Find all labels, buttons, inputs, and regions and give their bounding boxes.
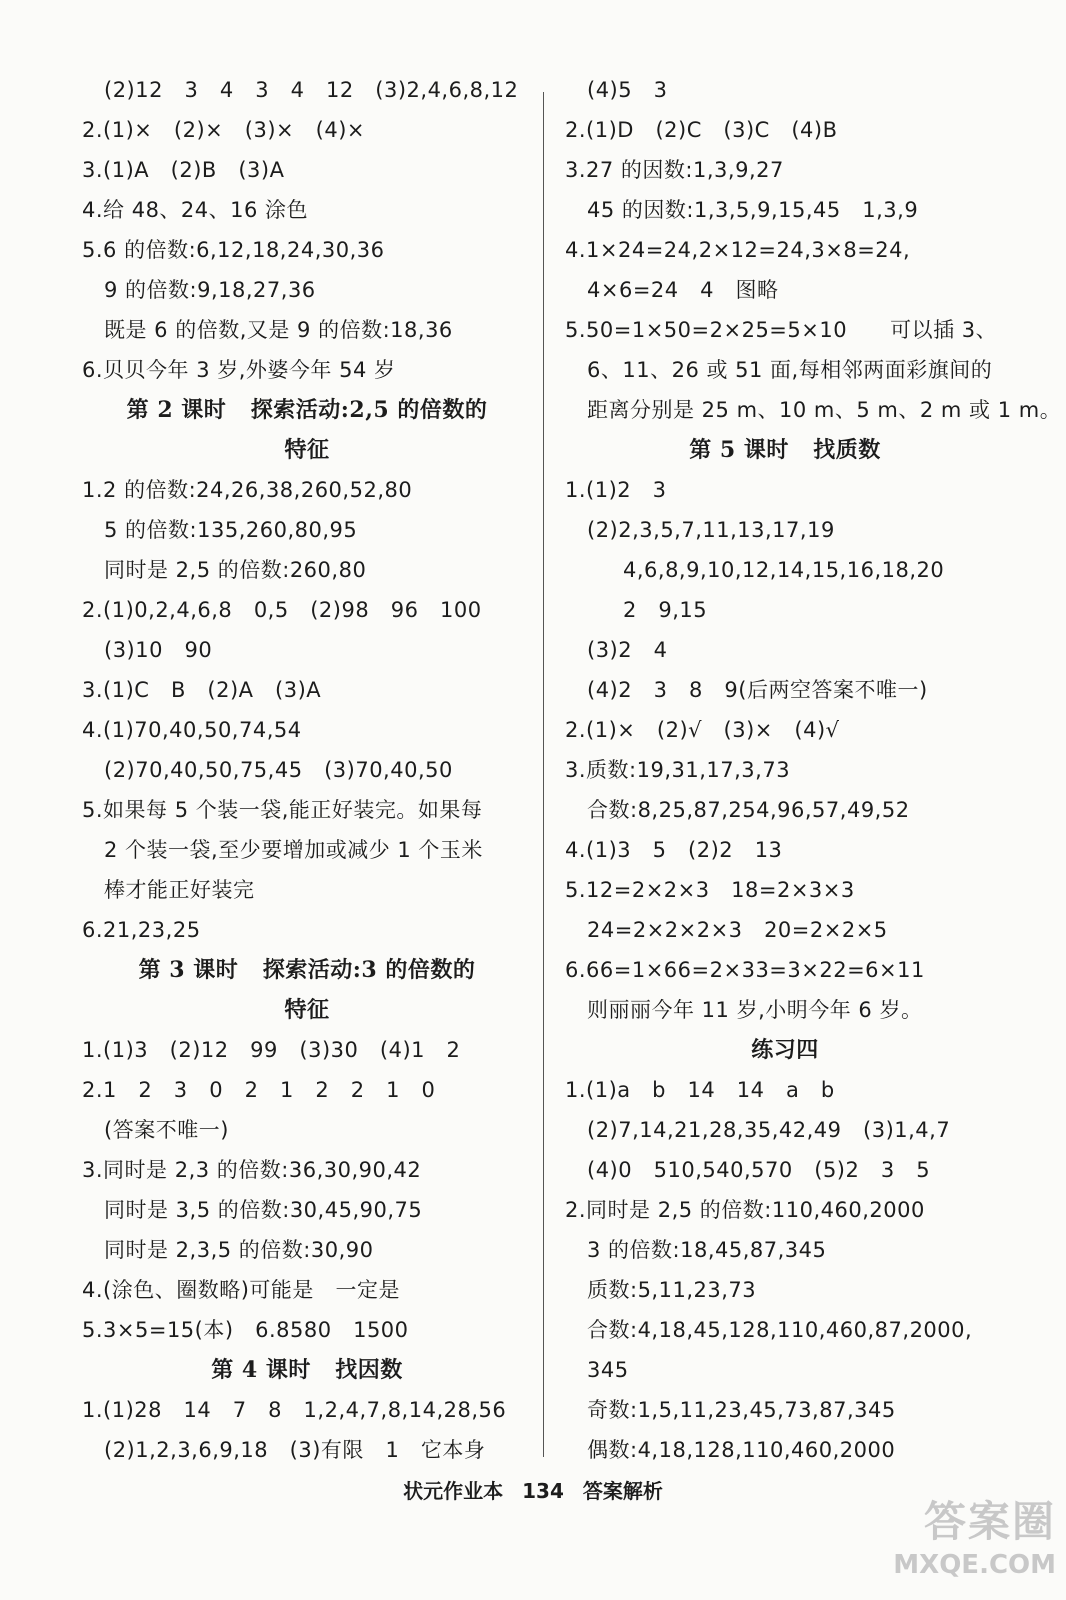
answer-line: 2.1 2 3 0 2 1 2 2 1 0 bbox=[82, 1078, 436, 1102]
left-column bbox=[82, 70, 532, 1470]
answer-line: 6.贝贝今年 3 岁,外婆今年 54 岁 bbox=[82, 358, 396, 382]
answer-line: 4.(1)3 5 (2)2 13 bbox=[565, 838, 783, 862]
answer-line: 5.50=1×50=2×25=5×10 可以插 3、 bbox=[565, 318, 998, 342]
answer-line: 5.3×5=15(本) 6.8580 1500 bbox=[82, 1318, 409, 1342]
section-heading: 特征 bbox=[284, 437, 330, 463]
section-heading: 第 5 课时 找质数 bbox=[689, 437, 881, 463]
answer-line: 6.66=1×66=2×33=3×22=6×11 bbox=[565, 958, 925, 982]
watermark-text: 答案圈 bbox=[923, 1497, 1056, 1546]
answer-line: 5 的倍数:135,260,80,95 bbox=[104, 518, 358, 542]
answer-line: 5.6 的倍数:6,12,18,24,30,36 bbox=[82, 238, 385, 262]
answer-line: 4.给 48、24、16 涂色 bbox=[82, 198, 309, 222]
column-divider bbox=[543, 92, 544, 1457]
answer-line: (4)2 3 8 9(后两空答案不唯一) bbox=[587, 678, 928, 702]
answer-line: 5.如果每 5 个装一袋,能正好装完。如果每 bbox=[82, 798, 483, 822]
answer-line: 4.1×24=24,2×12=24,3×8=24, bbox=[565, 238, 911, 262]
answer-line: 1.(1)2 3 bbox=[565, 478, 667, 502]
answer-line: 1.(1)28 14 7 8 1,2,4,7,8,14,28,56 bbox=[82, 1398, 507, 1422]
section-heading: 特征 bbox=[284, 997, 330, 1023]
watermark-logo bbox=[881, 1494, 1056, 1594]
footer-book-title: 状元作业本 bbox=[403, 1479, 504, 1503]
answer-line: (2)70,40,50,75,45 (3)70,40,50 bbox=[104, 758, 453, 782]
answer-line: 同时是 2,3,5 的倍数:30,90 bbox=[104, 1238, 374, 1262]
answer-line: 合数:4,18,45,128,110,460,87,2000, bbox=[587, 1318, 973, 1342]
answer-line: 2.同时是 2,5 的倍数:110,460,2000 bbox=[565, 1198, 925, 1222]
answer-line: 偶数:4,18,128,110,460,2000 bbox=[587, 1438, 896, 1462]
answer-line: 同时是 2,5 的倍数:260,80 bbox=[104, 558, 367, 582]
answer-line: (2)1,2,3,6,9,18 (3)有限 1 它本身 bbox=[104, 1438, 486, 1462]
answer-line: (答案不唯一) bbox=[104, 1118, 229, 1142]
answer-line: 4.(1)70,40,50,74,54 bbox=[82, 718, 302, 742]
answer-line: 1.2 的倍数:24,26,38,260,52,80 bbox=[82, 478, 413, 502]
answer-line: 则丽丽今年 11 岁,小明今年 6 岁。 bbox=[587, 998, 923, 1022]
answer-line: (2)12 3 4 3 4 12 (3)2,4,6,8,12 bbox=[104, 78, 519, 102]
answer-line: (3)10 90 bbox=[104, 638, 213, 662]
answer-line: 2 9,15 bbox=[623, 598, 708, 622]
answer-line: 24=2×2×2×3 20=2×2×5 bbox=[587, 918, 888, 942]
answer-line: 同时是 3,5 的倍数:30,45,90,75 bbox=[104, 1198, 423, 1222]
answer-line: 2.(1)D (2)C (3)C (4)B bbox=[565, 118, 838, 142]
right-column bbox=[565, 70, 1062, 1470]
answer-line: 3.质数:19,31,17,3,73 bbox=[565, 758, 791, 782]
answer-line: 5.12=2×2×3 18=2×3×3 bbox=[565, 878, 855, 902]
section-heading: 练习四 bbox=[751, 1037, 819, 1063]
answer-line: 2.(1)× (2)√ (3)× (4)√ bbox=[565, 718, 840, 742]
answer-line: 4.(涂色、圈数略)可能是 一定是 bbox=[82, 1278, 400, 1302]
answer-line: (3)2 4 bbox=[587, 638, 668, 662]
answer-line: 6.21,23,25 bbox=[82, 918, 201, 942]
answer-line: 3.同时是 2,3 的倍数:36,30,90,42 bbox=[82, 1158, 422, 1182]
answer-line: 4,6,8,9,10,12,14,15,16,18,20 bbox=[623, 558, 945, 582]
answer-line: (2)2,3,5,7,11,13,17,19 bbox=[587, 518, 835, 542]
answer-line: 9 的倍数:9,18,27,36 bbox=[104, 278, 316, 302]
answer-line: 奇数:1,5,11,23,45,73,87,345 bbox=[587, 1398, 896, 1422]
answer-line: 6、11、26 或 51 面,每相邻两面彩旗间的 bbox=[587, 358, 993, 382]
answer-line: 合数:8,25,87,254,96,57,49,52 bbox=[587, 798, 910, 822]
answer-line: (4)5 3 bbox=[587, 78, 668, 102]
section-heading: 第 4 课时 找因数 bbox=[211, 1357, 403, 1383]
answer-line: 45 的因数:1,3,5,9,15,45 1,3,9 bbox=[587, 198, 919, 222]
answer-line: 1.(1)3 (2)12 99 (3)30 (4)1 2 bbox=[82, 1038, 461, 1062]
watermark-url: MXQE.COM bbox=[893, 1550, 1056, 1580]
answer-line: 3.(1)A (2)B (3)A bbox=[82, 158, 285, 182]
answer-line: 既是 6 的倍数,又是 9 的倍数:18,36 bbox=[104, 318, 453, 342]
answer-line: 距离分别是 25 m、10 m、5 m、2 m 或 1 m。 bbox=[587, 398, 1062, 422]
answer-line: 2.(1)0,2,4,6,8 0,5 (2)98 96 100 bbox=[82, 598, 482, 622]
answer-line: 2.(1)× (2)× (3)× (4)× bbox=[82, 118, 365, 142]
answer-line: 质数:5,11,23,73 bbox=[587, 1278, 757, 1302]
answer-line: 1.(1)a b 14 14 a b bbox=[565, 1078, 835, 1102]
answer-line: 3.(1)C B (2)A (3)A bbox=[82, 678, 322, 702]
answer-line: 棒才能正好装完 bbox=[104, 878, 255, 902]
answer-line: (2)7,14,21,28,35,42,49 (3)1,4,7 bbox=[587, 1118, 951, 1142]
answer-line: 2 个装一袋,至少要增加或减少 1 个玉米 bbox=[104, 838, 483, 862]
answer-line: 345 bbox=[587, 1358, 629, 1382]
answer-line: 3 的倍数:18,45,87,345 bbox=[587, 1238, 827, 1262]
footer-section: 答案解析 bbox=[582, 1479, 663, 1503]
section-heading: 第 3 课时 探索活动:3 的倍数的 bbox=[138, 957, 476, 983]
footer-page-number: 134 bbox=[522, 1479, 564, 1503]
section-heading: 第 2 课时 探索活动:2,5 的倍数的 bbox=[126, 397, 488, 423]
answer-line: 3.27 的因数:1,3,9,27 bbox=[565, 158, 784, 182]
answer-line: (4)0 510,540,570 (5)2 3 5 bbox=[587, 1158, 931, 1182]
answer-line: 4×6=24 4 图略 bbox=[587, 278, 779, 302]
